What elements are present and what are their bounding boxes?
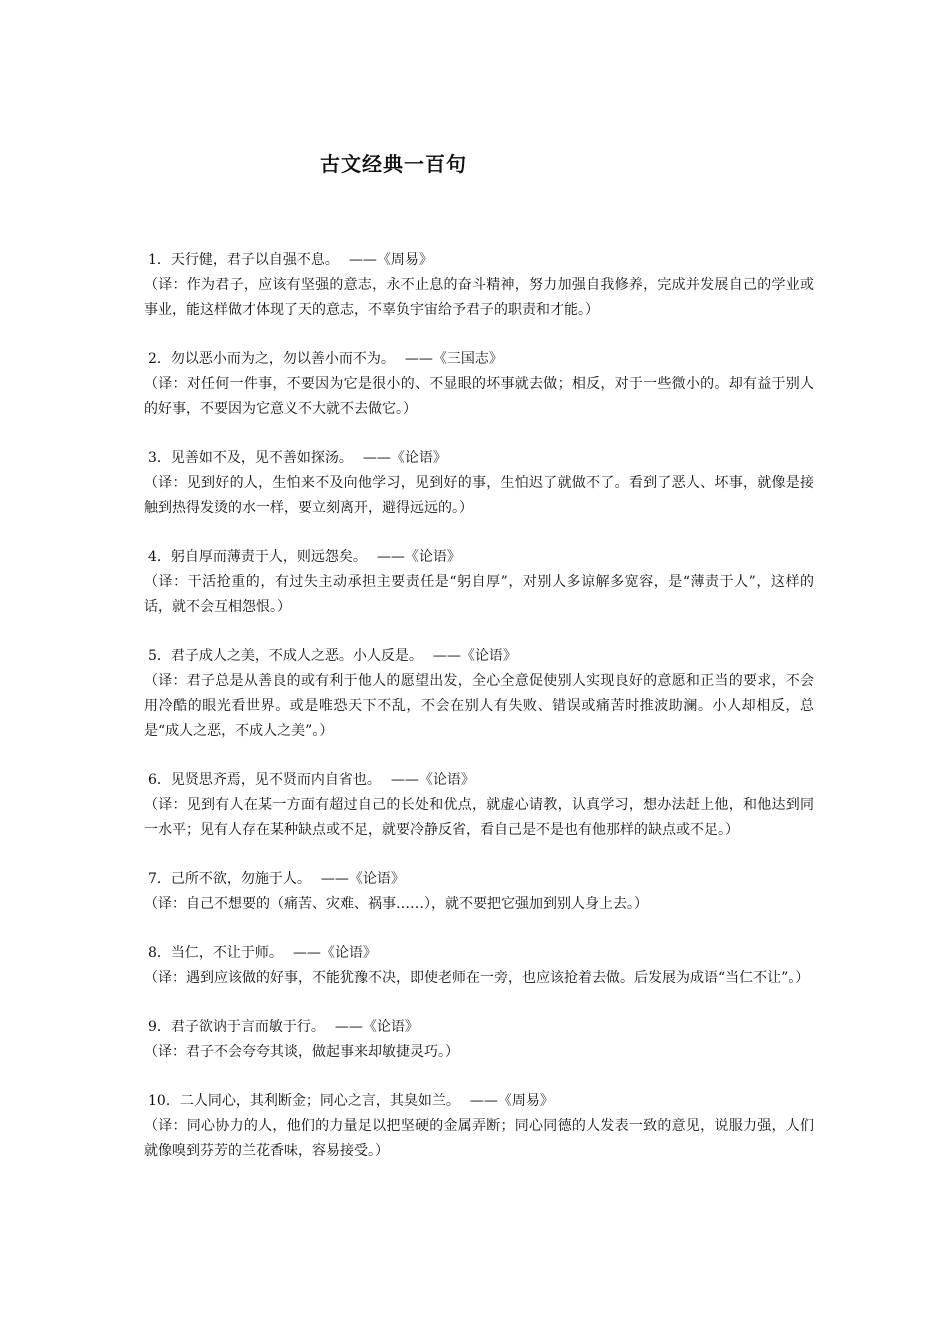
entry-list (144, 248, 814, 1188)
entry-quote: 2．勿以恶小而为之，勿以善小而不为。 (148, 351, 395, 367)
entry-heading (144, 545, 814, 570)
entry-translation: （译：同心协力的人，他们的力量足以把坚硬的金属弄断；同心同德的人发表一致的意见，说服力强，人们就像嗅到芬芳的兰花香味，容易接受。） (144, 1118, 814, 1159)
entry-quote: 5．君子成人之美，不成人之恶。小人反是。 (148, 648, 423, 664)
list-item (144, 1015, 814, 1065)
entry-heading (144, 347, 814, 372)
entry-heading (144, 644, 814, 669)
list-item (144, 644, 814, 744)
list-item (144, 248, 814, 323)
entry-translation: （译：干活抢重的，有过失主动承担主要责任是“躬自厚”，对别人多谅解多宽容，是“薄责于人”，这样的话，就不会互相怨恨。） (144, 574, 814, 615)
entry-source: ——《论语》 (362, 450, 447, 466)
entry-heading (144, 768, 814, 793)
entry-source: ——《论语》 (390, 772, 475, 788)
entry-source: ——《周易》 (469, 1093, 554, 1109)
entry-translation: （译：作为君子，应该有坚强的意志，永不止息的奋斗精神，努力加强自我修养，完成并发展自己的学业或事业，能这样做才体现了天的意志，不辜负宇宙给予君子的职责和才能。） (144, 277, 814, 318)
entry-translation: （译：自己不想要的（痛苦、灾难、祸事……），就不要把它强加到别人身上去。） (144, 896, 648, 912)
entry-source: ——《论语》 (432, 648, 517, 664)
entry-source: ——《三国志》 (404, 351, 503, 367)
entry-translation: （译：见到好的人，生怕来不及向他学习，见到好的事，生怕迟了就做不了。看到了恶人、坏事，就像是接触到热得发烫的水一样，要立刻离开，避得远远的。） (144, 475, 814, 516)
entry-heading (144, 1089, 814, 1114)
entry-translation: （译：见到有人在某一方面有超过自己的长处和优点，就虚心请教，认真学习，想办法赶上他，和他达到同一水平；见有人存在某种缺点或不足，就要冷静反省，看自己是不是也有他那样的缺点或不足。） (144, 797, 814, 838)
entry-quote: 3．见善如不及，见不善如探汤。 (148, 450, 353, 466)
entry-translation: （译：遇到应该做的好事，不能犹豫不决，即使老师在一旁，也应该抢着去做。后发展为成语“当仁不让”。） (144, 970, 810, 986)
entry-translation: （译：君子不会夸夸其谈，做起事来却敏捷灵巧。） (144, 1044, 459, 1060)
entry-heading (144, 446, 814, 471)
entry-source: ——《周易》 (348, 252, 433, 268)
entry-heading (144, 941, 814, 966)
page-title: 古文经典一百句 (320, 152, 467, 176)
entry-source: ——《论语》 (376, 549, 461, 565)
list-item (144, 867, 814, 917)
entry-translation: （译：对任何一件事，不要因为它是很小的、不显眼的坏事就去做；相反，对于一些微小的。却有益于别人的好事，不要因为它意义不大就不去做它。） (144, 376, 814, 417)
entry-quote: 4．躬自厚而薄责于人，则远怨矣。 (148, 549, 367, 565)
entry-source: ——《论语》 (320, 871, 405, 887)
entry-heading (144, 867, 814, 892)
entry-source: ——《论语》 (334, 1019, 419, 1035)
entry-quote: 8．当仁，不让于师。 (148, 945, 283, 961)
entry-quote: 9．君子欲讷于言而敏于行。 (148, 1019, 325, 1035)
entry-quote: 10．二人同心，其利断金；同心之言，其臭如兰。 (148, 1093, 460, 1109)
entry-source: ——《论语》 (292, 945, 377, 961)
entry-quote: 7．己所不欲，勿施于人。 (148, 871, 311, 887)
list-item (144, 1089, 814, 1164)
entry-translation: （译：君子总是从善良的或有利于他人的愿望出发，全心全意促使别人实现良好的意愿和正当的要求，不会用冷酷的眼光看世界。或是唯恐天下不乱，不会在别人有失败、错误或痛苦时推波助澜。小人却相反，总是“成人之恶，不成人之美”。） (144, 673, 814, 739)
list-item (144, 347, 814, 422)
list-item (144, 545, 814, 620)
list-item (144, 768, 814, 843)
entry-heading (144, 248, 814, 273)
entry-quote: 6．见贤思齐焉，见不贤而内自省也。 (148, 772, 381, 788)
list-item (144, 941, 814, 991)
list-item (144, 446, 814, 521)
entry-heading (144, 1015, 814, 1040)
entry-quote: 1．天行健，君子以自强不息。 (148, 252, 339, 268)
